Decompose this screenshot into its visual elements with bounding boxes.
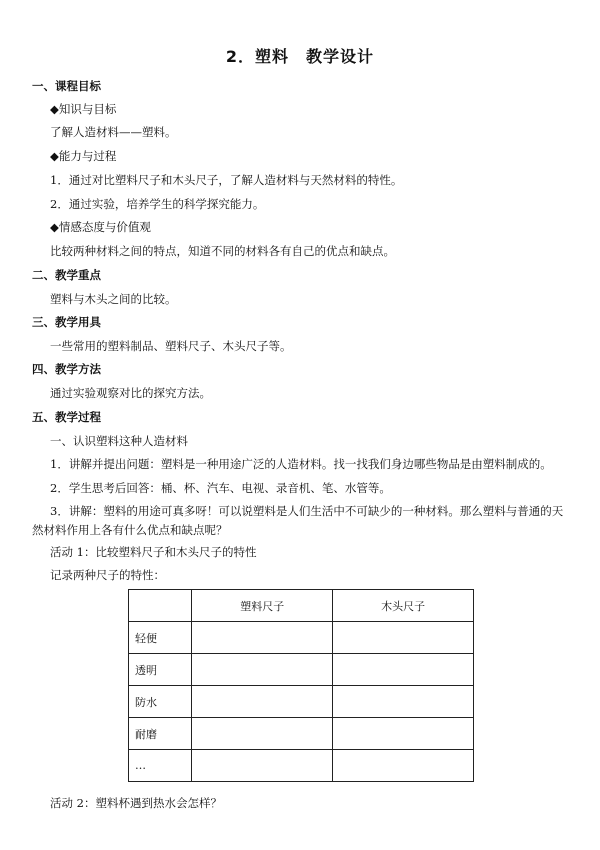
table-row-label: 透明 <box>129 654 192 686</box>
table-row-label: 防水 <box>129 686 192 718</box>
paragraph: 一些常用的塑料制品、塑料尺子、木头尺子等。 <box>50 339 292 353</box>
activity-1-label: 活动 1：比较塑料尺子和木头尺子的特性 <box>50 545 257 559</box>
table-cell <box>192 654 333 686</box>
table-row-label: … <box>129 750 192 782</box>
subheading-attitude: ◆情感态度与价值观 <box>50 220 151 234</box>
table-cell <box>192 718 333 750</box>
table-cell <box>333 686 474 718</box>
table-row <box>129 654 474 686</box>
paragraph: 2．学生思考后回答：桶、杯、汽车、电视、录音机、笔、水管等。 <box>50 481 391 495</box>
activity-2-label: 活动 2：塑料杯遇到热水会怎样？ <box>50 796 222 810</box>
section-heading-tools: 三、教学用具 <box>32 315 101 329</box>
paragraph: 了解人造材料——塑料。 <box>50 125 177 139</box>
paragraph: 3．讲解：塑料的用途可真多呀！可以说塑料是人们生活中不可缺少的一种材料。那么塑料与普通的天然材料作用上各有什么优点和缺点呢？ <box>32 504 564 537</box>
table-header-row <box>129 590 474 622</box>
table-cell <box>333 718 474 750</box>
table-row-label: 耐磨 <box>129 718 192 750</box>
table-cell <box>333 750 474 782</box>
paragraph: 1．通过对比塑料尺子和木头尺子，了解人造材料与天然材料的特性。 <box>50 173 403 187</box>
table-cell <box>333 654 474 686</box>
section-heading-key-points: 二、教学重点 <box>32 268 101 282</box>
paragraph: 塑料与木头之间的比较。 <box>50 292 177 306</box>
table-cell <box>192 686 333 718</box>
comparison-table <box>128 589 474 782</box>
table-row <box>129 622 474 654</box>
table-row <box>129 718 474 750</box>
table-cell <box>192 750 333 782</box>
table-header-cell: 木头尺子 <box>333 590 474 622</box>
table-header-cell: 塑料尺子 <box>192 590 333 622</box>
table-header-cell <box>129 590 192 622</box>
table-cell <box>192 622 333 654</box>
table-row <box>129 750 474 782</box>
page-title: 2．塑料 教学设计 <box>225 47 375 66</box>
paragraph: 比较两种材料之间的特点，知道不同的材料各有自己的优点和缺点。 <box>50 244 395 258</box>
section-heading-process: 五、教学过程 <box>32 410 101 424</box>
section-heading-goals: 一、课程目标 <box>32 79 101 93</box>
table-cell <box>333 622 474 654</box>
table-row <box>129 686 474 718</box>
record-label: 记录两种尺子的特性： <box>50 568 165 582</box>
paragraph: 1．讲解并提出问题：塑料是一种用途广泛的人造材料。找一找我们身边哪些物品是由塑料制成的。 <box>50 457 552 471</box>
paragraph: 一、认识塑料这种人造材料 <box>50 434 188 448</box>
subheading-knowledge: ◆知识与目标 <box>50 102 117 116</box>
paragraph: 2．通过实验，培养学生的科学探究能力。 <box>50 197 265 211</box>
subheading-ability: ◆能力与过程 <box>50 149 117 163</box>
section-heading-methods: 四、教学方法 <box>32 362 101 376</box>
paragraph: 通过实验观察对比的探究方法。 <box>50 386 211 400</box>
table-row-label: 轻便 <box>129 622 192 654</box>
